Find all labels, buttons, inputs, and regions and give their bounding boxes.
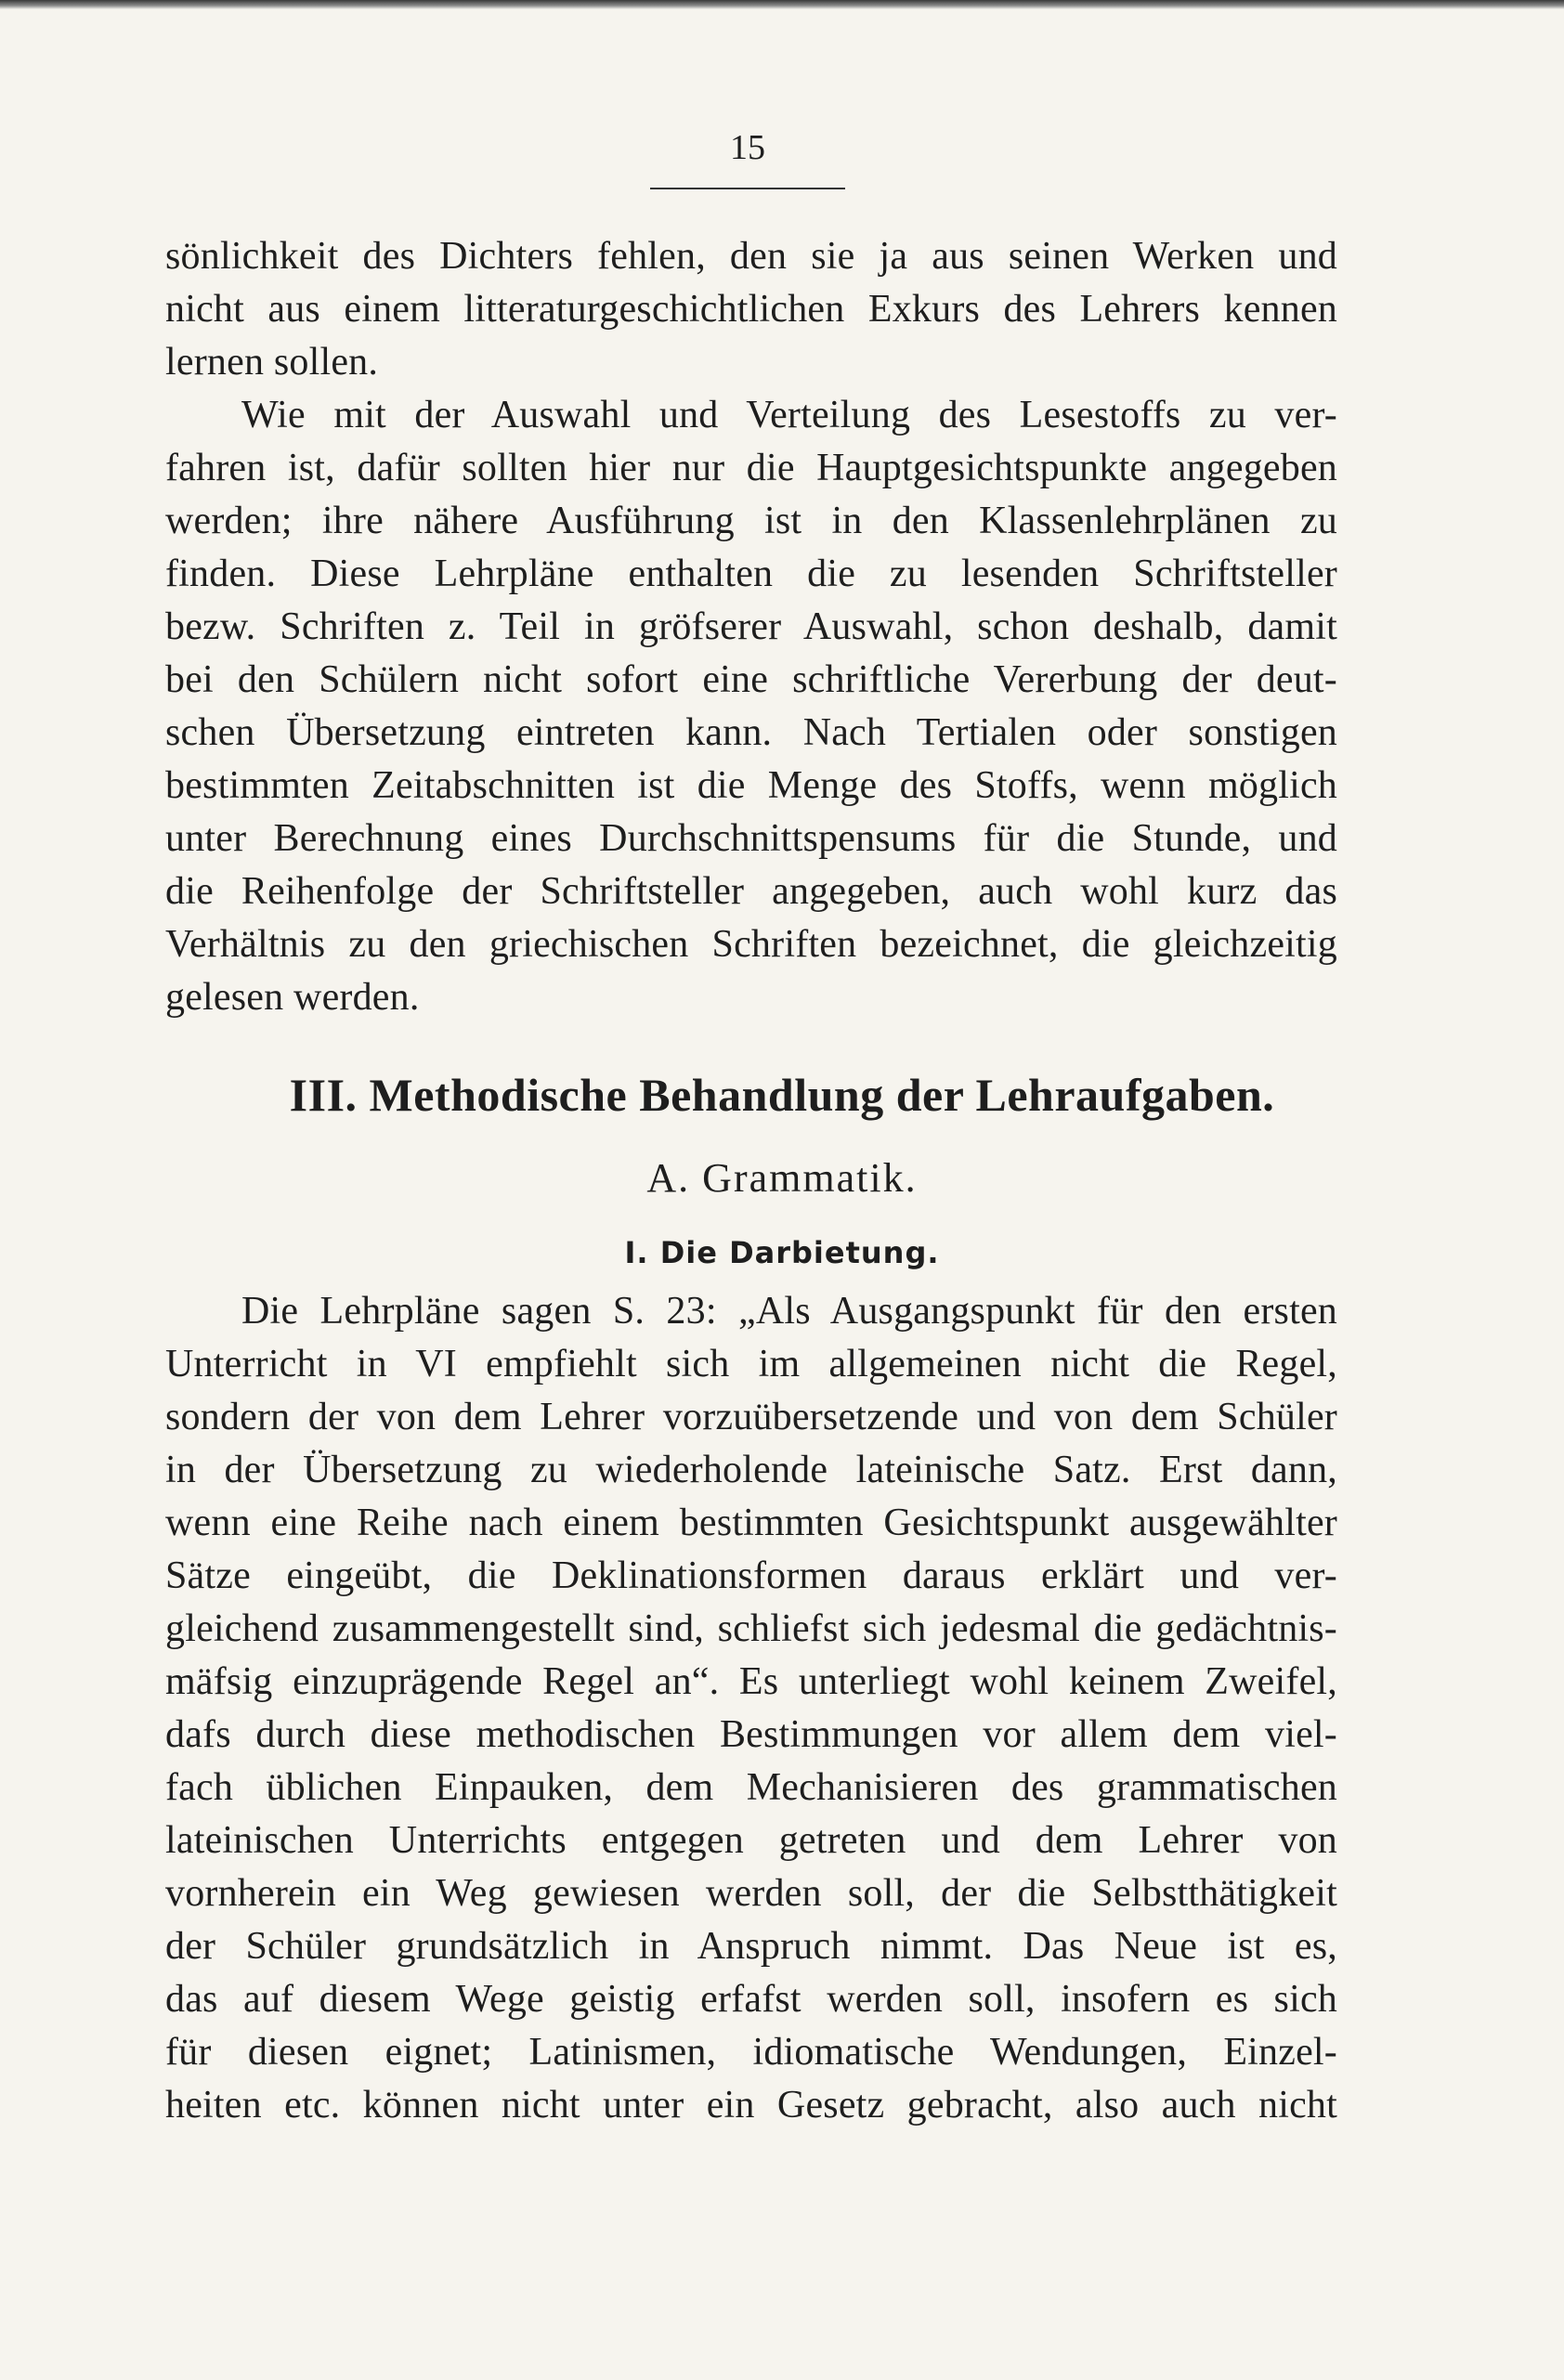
text-line: die Reihenfolge der Schriftsteller angegeben, auch wohl kurz das xyxy=(165,870,1337,913)
text-line: das auf diesem Wege geistig erfafst werden soll, insofern es sich xyxy=(165,1978,1337,2021)
text-line: sondern der von dem Lehrer vorzuübersetzende und von dem Schüler xyxy=(165,1396,1337,1438)
text-line: werden; ihre nähere Ausführung ist in den Klassenlehrplänen zu xyxy=(165,500,1337,542)
text-line: schen Übersetzung eintreten kann. Nach Tertialen oder sonstigen xyxy=(165,711,1337,754)
text-line: in der Übersetzung zu wiederholende lateinische Satz. Erst dann, xyxy=(165,1449,1337,1491)
page-number-rule xyxy=(650,188,845,189)
subsub-heading: I. Die Darbietung. xyxy=(624,1235,940,1270)
text-line: lernen sollen. xyxy=(165,341,379,384)
text-line: fach üblichen Einpauken, dem Mechanisieren des grammatischen xyxy=(165,1766,1337,1809)
text-line: vornherein ein Weg gewiesen werden soll, der die Selbstthätigkeit xyxy=(165,1872,1337,1915)
text-line: gelesen werden. xyxy=(165,976,420,1019)
text-line: nicht aus einem litteraturgeschichtlichen Exkurs des Lehrers kennen xyxy=(165,288,1337,331)
text-line: Die Lehrpläne sagen S. 23: „Als Ausgangspunkt für den ersten xyxy=(241,1290,1337,1333)
text-line: bei den Schülern nicht sofort eine schriftliche Vererbung der deut- xyxy=(165,658,1337,701)
paragraph-continuation xyxy=(165,230,1337,389)
text-line: bestimmten Zeitabschnitten ist die Menge des Stoffs, wenn möglich xyxy=(165,764,1337,807)
text-line: Unterricht in VI empfiehlt sich im allgemeinen nicht die Regel, xyxy=(165,1343,1337,1385)
section-heading: III. Methodische Behandlung der Lehraufgaben. xyxy=(289,1069,1275,1121)
page-number: 15 xyxy=(730,128,765,167)
text-line: mäfsig einzuprägende Regel an“. Es unterliegt wohl keinem Zweifel, xyxy=(165,1660,1337,1703)
text-line: finden. Diese Lehrpläne enthalten die zu lesenden Schriftsteller xyxy=(165,553,1337,595)
text-line: der Schüler grundsätzlich in Anspruch nimmt. Das Neue ist es, xyxy=(165,1925,1337,1968)
text-line: heiten etc. können nicht unter ein Gesetz gebracht, also auch nicht xyxy=(165,2084,1337,2126)
text-line: lateinischen Unterrichts entgegen getreten und dem Lehrer von xyxy=(165,1819,1337,1862)
sub-heading: A. Grammatik. xyxy=(646,1155,918,1201)
paragraph-lesestoff xyxy=(165,389,1337,1024)
text-line: gleichend zusammengestellt sind, schliefst sich jedesmal die gedächtnis- xyxy=(165,1607,1337,1650)
text-line: unter Berechnung eines Durchschnittspensums für die Stunde, und xyxy=(165,817,1337,860)
text-line: für diesen eignet; Latinismen, idiomatische Wendungen, Einzel- xyxy=(165,2031,1337,2074)
text-line: Verhältnis zu den griechischen Schriften bezeichnet, die gleichzeitig xyxy=(165,923,1337,966)
text-line: wenn eine Reihe nach einem bestimmten Gesichtspunkt ausgewählter xyxy=(165,1502,1337,1544)
text-line: bezw. Schriften z. Teil in gröfserer Auswahl, schon deshalb, damit xyxy=(165,605,1337,648)
text-line: sönlichkeit des Dichters fehlen, den sie ja aus seinen Werken und xyxy=(165,235,1337,278)
text-line: Wie mit der Auswahl und Verteilung des Lesestoffs zu ver- xyxy=(241,394,1337,436)
paragraph-darbietung xyxy=(165,1285,1337,2132)
text-line: dafs durch diese methodischen Bestimmungen vor allem dem viel- xyxy=(165,1713,1337,1756)
text-line: Sätze eingeübt, die Deklinationsformen daraus erklärt und ver- xyxy=(165,1554,1337,1597)
scan-edge xyxy=(0,0,1564,9)
text-line: fahren ist, dafür sollten hier nur die Hauptgesichtspunkte angegeben xyxy=(165,447,1337,489)
